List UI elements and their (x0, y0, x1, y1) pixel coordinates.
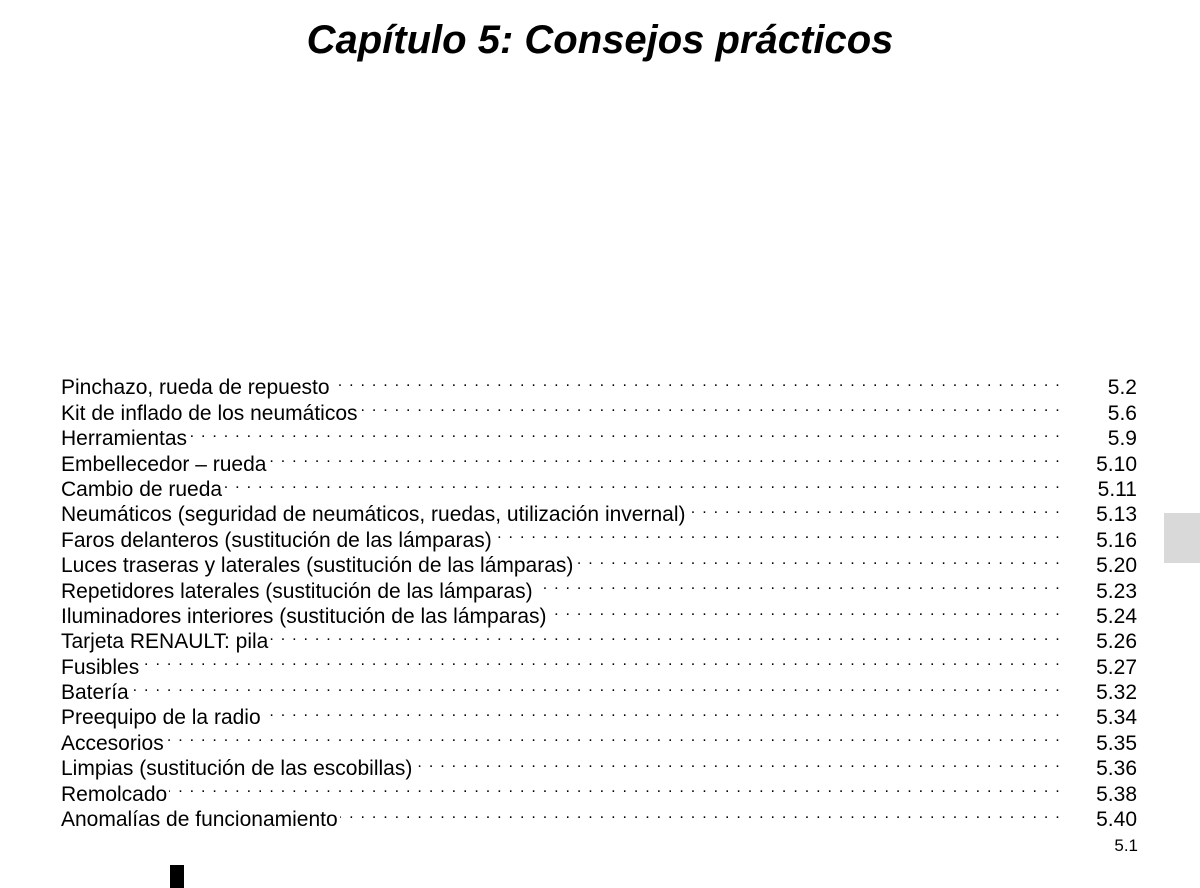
toc-dot-leader (549, 598, 1061, 623)
toc-entry-page: 5.11 (1097, 477, 1137, 501)
toc-entry-label: Repetidores laterales (sustitución de las lámparas) (61, 579, 533, 603)
toc-entry-page: 5.38 (1096, 782, 1137, 806)
toc-entry-page: 5.2 (1107, 376, 1137, 400)
toc-entry-herramientas[interactable] (61, 420, 1137, 451)
toc-entry-page: 5.23 (1096, 579, 1137, 603)
toc-entry-preequipo-radio[interactable] (61, 699, 1137, 730)
toc-dot-leader (414, 750, 1061, 775)
toc-dot-leader (166, 724, 1061, 749)
toc-dot-leader (263, 699, 1061, 724)
toc-entry-page: 5.13 (1096, 503, 1137, 527)
toc-entry-page: 5.34 (1096, 706, 1137, 730)
toc-entry-limpias[interactable] (61, 750, 1137, 781)
toc-entry-page: 5.27 (1096, 655, 1137, 679)
toc-entry-label: Embellecedor – rueda (61, 452, 267, 476)
toc-dot-leader (340, 801, 1061, 826)
toc-entry-page: 5.36 (1096, 757, 1137, 781)
page-number: 5.1 (1114, 836, 1138, 855)
toc-dot-leader (141, 648, 1061, 673)
toc-entry-label: Anomalías de funcionamiento (61, 808, 338, 832)
page-title: Capítulo 5: Consejos prácticos (306, 18, 894, 62)
toc-entry-anomalias[interactable] (61, 801, 1137, 832)
toc-entry-label: Kit de inflado de los neumáticos (61, 401, 358, 425)
toc-dot-leader (169, 775, 1061, 800)
toc-entry-page: 5.6 (1107, 401, 1137, 425)
toc-entry-label: Remolcado (61, 782, 168, 806)
toc-entry-label: Preequipo de la radio (61, 706, 261, 730)
toc-dot-leader (189, 420, 1061, 445)
toc-entry-page: 5.20 (1096, 554, 1137, 578)
toc-entry-label: Fusibles (61, 655, 140, 679)
print-registration-mark (170, 865, 184, 888)
toc-entry-accesorios[interactable] (61, 724, 1137, 755)
toc-dot-leader (268, 445, 1061, 470)
toc-dot-leader (687, 496, 1061, 521)
toc-entry-page: 5.26 (1096, 630, 1137, 654)
toc-entry-fusibles[interactable] (61, 648, 1137, 679)
toc-dot-leader (131, 674, 1061, 699)
toc-entry-page: 5.16 (1096, 528, 1137, 552)
toc-dot-leader (270, 623, 1061, 648)
toc-dot-leader (332, 369, 1061, 394)
toc-entry-label: Neumáticos (seguridad de neumáticos, ruedas, utilización invernal) (61, 503, 686, 527)
toc-dot-leader (535, 572, 1061, 597)
toc-entry-label: Luces traseras y laterales (sustitución de las lámparas) (61, 554, 574, 578)
toc-entry-bateria[interactable] (61, 674, 1137, 705)
chapter-thumb-tab (1164, 513, 1200, 563)
toc-entry-page: 5.32 (1096, 681, 1137, 705)
toc-entry-label: Cambio de rueda (61, 477, 223, 501)
toc-entry-page: 5.35 (1096, 731, 1137, 755)
toc-entry-page: 5.24 (1096, 604, 1137, 628)
table-of-contents (61, 369, 1137, 832)
toc-dot-leader (494, 521, 1061, 546)
toc-entry-page: 5.10 (1096, 452, 1137, 476)
toc-dot-leader (224, 471, 1061, 496)
toc-entry-page: 5.9 (1107, 427, 1137, 451)
toc-dot-leader (360, 394, 1061, 419)
toc-entry-label: Pinchazo, rueda de repuesto (61, 376, 330, 400)
toc-entry-label: Iluminadores interiores (sustitución de las lámparas) (61, 604, 547, 628)
toc-entry-embellecedor[interactable] (61, 445, 1137, 476)
toc-dot-leader (575, 547, 1061, 572)
toc-entry-label: Limpias (sustitución de las escobillas) (61, 757, 413, 781)
toc-entry-neumaticos[interactable] (61, 496, 1137, 527)
toc-entry-label: Batería (61, 681, 129, 705)
toc-entry-pinchazo[interactable] (61, 369, 1137, 400)
toc-entry-remolcado[interactable] (61, 775, 1137, 806)
toc-entry-label: Faros delanteros (sustitución de las lámparas) (61, 528, 492, 552)
toc-entry-label: Herramientas (61, 427, 188, 451)
toc-entry-page: 5.40 (1096, 808, 1137, 832)
toc-entry-label: Accesorios (61, 731, 164, 755)
toc-entry-label: Tarjeta RENAULT: pila (61, 630, 269, 654)
